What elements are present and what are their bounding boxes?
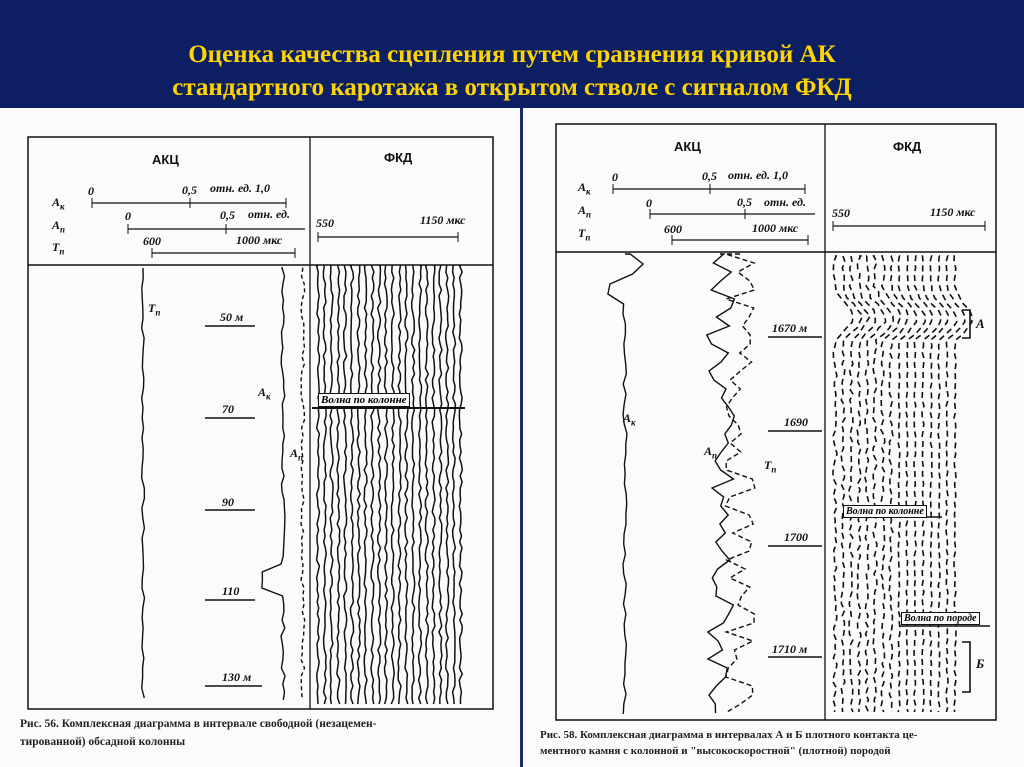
left-depth-70: 70 bbox=[222, 402, 234, 416]
right-trace-ak-label: $А_к$ bbox=[623, 411, 636, 428]
right-akc-header: АКЦ bbox=[674, 139, 701, 154]
left-ap-scale-05: 0,5 bbox=[220, 208, 235, 222]
title-line-1: Оценка качества сцепления путем сравнения кривой АК bbox=[188, 41, 836, 68]
right-ak-label: $А_к$ bbox=[578, 180, 591, 197]
right-wave-rock-label: Волна по породе bbox=[901, 612, 980, 625]
left-fkd-line bbox=[385, 266, 388, 704]
right-depth-1670: 1670 м bbox=[772, 321, 808, 335]
left-depth-130: 130 м bbox=[222, 670, 252, 684]
right-ap-scale-0: 0 bbox=[646, 196, 652, 210]
left-trace-ap-label: $А_п$ bbox=[290, 446, 304, 463]
left-fkd-line bbox=[371, 266, 374, 704]
left-fkd-line bbox=[330, 266, 333, 704]
left-fkd-header: ФКД bbox=[384, 150, 413, 165]
left-fkd-scale-1150: 1150 мкс bbox=[420, 213, 466, 227]
right-trace-ap-label: $А_п$ bbox=[704, 444, 718, 461]
left-fkd-line bbox=[459, 266, 462, 704]
left-depth-90: 90 bbox=[222, 495, 234, 509]
right-ak-scale-05: 0,5 bbox=[702, 169, 717, 183]
right-ap-label: $А_п$ bbox=[578, 203, 592, 220]
left-fkd-line bbox=[391, 266, 394, 704]
left-fkd-line bbox=[337, 266, 340, 704]
left-fkd-line bbox=[317, 266, 320, 704]
left-ap-scale-0: 0 bbox=[125, 209, 131, 223]
right-zone-a: А bbox=[976, 316, 985, 331]
right-depth-1700: 1700 bbox=[784, 530, 808, 544]
left-caption-line-2: тированной) обсадной колонны bbox=[20, 736, 186, 748]
right-ak-scale-0: 0 bbox=[612, 170, 618, 184]
right-ak-curve bbox=[608, 254, 643, 714]
left-fkd-line bbox=[344, 266, 347, 704]
right-ap-scale-05: 0,5 bbox=[737, 195, 752, 209]
left-fkd-line bbox=[357, 266, 360, 704]
right-caption-line-2: ментного камня с колонной и "высокоскоростной" (плотной) породой bbox=[540, 745, 891, 757]
right-trace-tp-label: $Т_п$ bbox=[764, 458, 777, 475]
left-ak-label: $А_к$ bbox=[52, 195, 65, 212]
left-depth-110: 110 bbox=[222, 584, 240, 598]
right-wave-column-label: Волна по колонне bbox=[843, 505, 927, 518]
left-fkd-line bbox=[323, 266, 326, 704]
left-ap-label: $А_п$ bbox=[52, 218, 66, 235]
left-fkd-line bbox=[425, 266, 428, 704]
left-ak-scale-0: 0 bbox=[88, 184, 94, 198]
right-tp-label: $Т_п$ bbox=[578, 226, 591, 243]
right-ak-scale-unit: отн. ед. 1,0 bbox=[728, 168, 788, 182]
right-depth-1690: 1690 bbox=[784, 415, 808, 429]
right-tp-scale-1000: 1000 мкс bbox=[752, 221, 799, 235]
left-fkd-line bbox=[412, 266, 415, 704]
left-fkd-scale-550: 550 bbox=[316, 216, 334, 230]
left-tp-scale-600: 600 bbox=[143, 234, 161, 248]
right-zone-b: Б bbox=[976, 656, 985, 671]
right-caption-line-1: Рис. 58. Комплексная диаграмма в интервалах А и Б плотного контакта це- bbox=[540, 729, 918, 741]
title-line-2: стандартного каротажа в открытом стволе с сигналом ФКД bbox=[172, 74, 852, 101]
left-fkd-line bbox=[432, 266, 435, 704]
left-fkd-line bbox=[419, 266, 422, 704]
left-depth-50: 50 м bbox=[220, 310, 244, 324]
left-ak-scale-unit: отн. ед. 1,0 bbox=[210, 181, 270, 195]
left-fkd-line bbox=[439, 266, 442, 704]
right-tp-scale-600: 600 bbox=[664, 222, 682, 236]
right-fkd-scale-550: 550 bbox=[832, 206, 850, 220]
left-tp-curve bbox=[142, 268, 145, 698]
left-ak-scale-05: 0,5 bbox=[182, 183, 197, 197]
left-fkd-line bbox=[405, 266, 408, 704]
left-fkd-line bbox=[378, 266, 381, 704]
left-tp-scale-1000: 1000 мкс bbox=[236, 233, 283, 247]
left-fkd-line bbox=[398, 266, 401, 704]
left-trace-ak-label: $А_к$ bbox=[258, 385, 271, 402]
left-trace-tp-label: $Т_п$ bbox=[148, 301, 161, 318]
left-akc-header: АКЦ bbox=[152, 152, 179, 167]
left-ap-scale-unit: отн. ед. bbox=[248, 207, 290, 221]
right-ap-curve bbox=[725, 254, 755, 713]
left-fkd-line bbox=[351, 266, 354, 704]
left-ak-curve bbox=[262, 268, 285, 700]
left-wave-label: Волна по колонне bbox=[318, 393, 410, 407]
right-ap-scale-unit: отн. ед. bbox=[764, 195, 806, 209]
right-tp-curve bbox=[707, 254, 735, 713]
right-fkd-header: ФКД bbox=[893, 139, 922, 154]
left-fkd-line bbox=[446, 266, 449, 704]
left-caption-line-1: Рис. 56. Комплексная диаграмма в интервале свободной (незацемен- bbox=[20, 718, 377, 730]
right-depth-1710: 1710 м bbox=[772, 642, 808, 656]
left-tp-label: $Т_п$ bbox=[52, 240, 65, 257]
left-ap-curve bbox=[301, 268, 305, 700]
right-fkd-scale-1150: 1150 мкс bbox=[930, 205, 976, 219]
left-fkd-line bbox=[453, 266, 456, 704]
left-fkd-line bbox=[364, 266, 367, 704]
